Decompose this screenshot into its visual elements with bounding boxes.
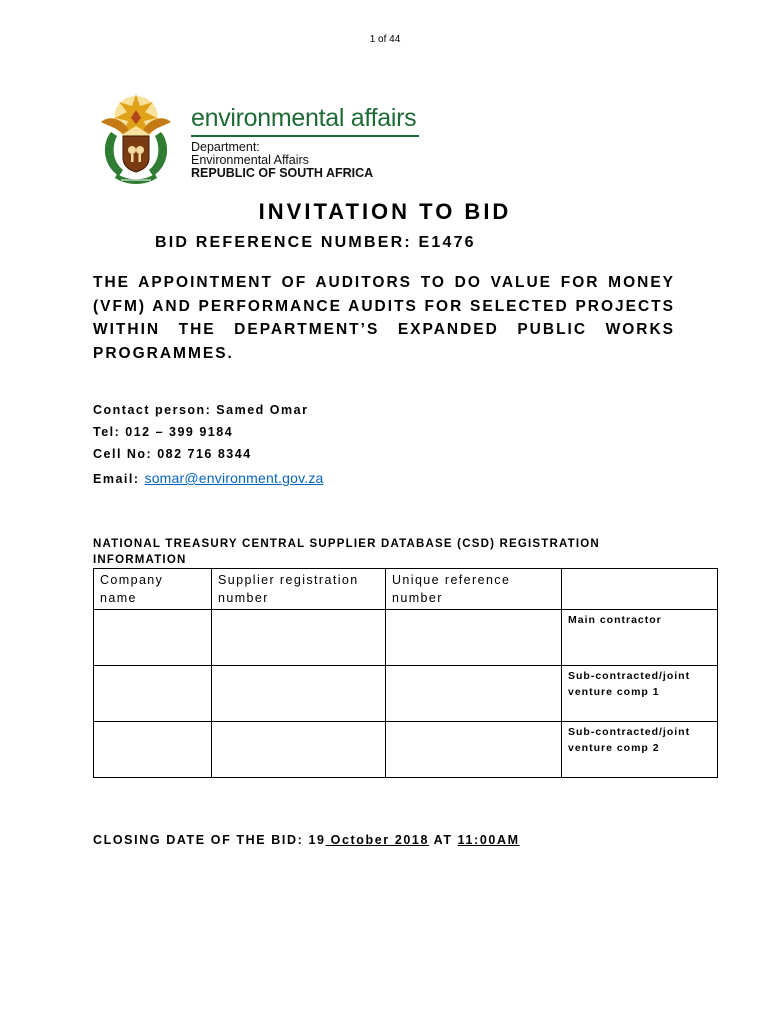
table-row: [94, 666, 718, 722]
logo-name: environmental affairs: [191, 104, 417, 132]
column-header-supplier-number: Supplier registration number: [212, 569, 386, 610]
company-name-cell[interactable]: [94, 722, 212, 778]
role-label: Main contractor: [568, 614, 662, 626]
coat-of-arms-icon: [93, 88, 179, 190]
supplier-number-cell[interactable]: [212, 722, 386, 778]
csd-table: [93, 568, 718, 778]
unique-reference-cell[interactable]: [386, 666, 562, 722]
role-cell: [562, 666, 718, 722]
unique-reference-cell[interactable]: [386, 722, 562, 778]
closing-prefix: CLOSING DATE OF THE BID: 19: [93, 833, 326, 847]
logo-department-name: Environmental Affairs: [191, 153, 309, 167]
contact-person: Contact person: Samed Omar: [93, 403, 309, 417]
role-label: Sub-contracted/joint venture comp 2: [568, 726, 691, 754]
role-cell: [562, 722, 718, 778]
closing-month-year: October 2018: [325, 833, 430, 847]
closing-time: 11:00AM: [457, 833, 520, 847]
role-label: Sub-contracted/joint venture comp 1: [568, 670, 691, 698]
bid-description: THE APPOINTMENT OF AUDITORS TO DO VALUE FOR MONEY (VFM) AND PERFORMANCE AUDITS FOR SELECTED PROJECTS WITHIN THE DEPARTMENT’S EXPANDED PUBLIC WORKS PROGRAMMES.: [93, 274, 675, 362]
email-label: Email:: [93, 472, 145, 486]
column-header-company-name: Company name: [94, 569, 212, 610]
closing-at: AT: [429, 833, 458, 847]
document-title: INVITATION TO BID: [258, 199, 512, 224]
company-name-cell[interactable]: [94, 666, 212, 722]
page-number: 1 of 44: [369, 34, 401, 45]
closing-date: [93, 833, 520, 847]
logo-department-label: Department:: [191, 140, 260, 154]
unique-reference-cell[interactable]: [386, 610, 562, 666]
logo-country: REPUBLIC OF SOUTH AFRICA: [191, 166, 374, 180]
table-row: [94, 610, 718, 666]
column-header-unique-reference: Unique reference number: [386, 569, 562, 610]
column-header-role: [562, 569, 718, 610]
contact-tel: Tel: 012 – 399 9184: [93, 425, 234, 439]
table-row: [94, 722, 718, 778]
contact-email: [93, 470, 324, 486]
supplier-number-cell[interactable]: [212, 610, 386, 666]
contact-cell: Cell No: 082 716 8344: [93, 447, 252, 461]
supplier-number-cell[interactable]: [212, 666, 386, 722]
table-header-row: [94, 569, 718, 610]
csd-heading: NATIONAL TREASURY CENTRAL SUPPLIER DATABASE (CSD) REGISTRATION INFORMATION: [93, 538, 600, 566]
email-link[interactable]: somar@environment.gov.za: [144, 470, 324, 486]
logo-divider: [191, 135, 419, 137]
company-name-cell[interactable]: [94, 610, 212, 666]
department-logo: [93, 88, 423, 190]
bid-reference: BID REFERENCE NUMBER: E1476: [155, 234, 476, 251]
role-cell: [562, 610, 718, 666]
